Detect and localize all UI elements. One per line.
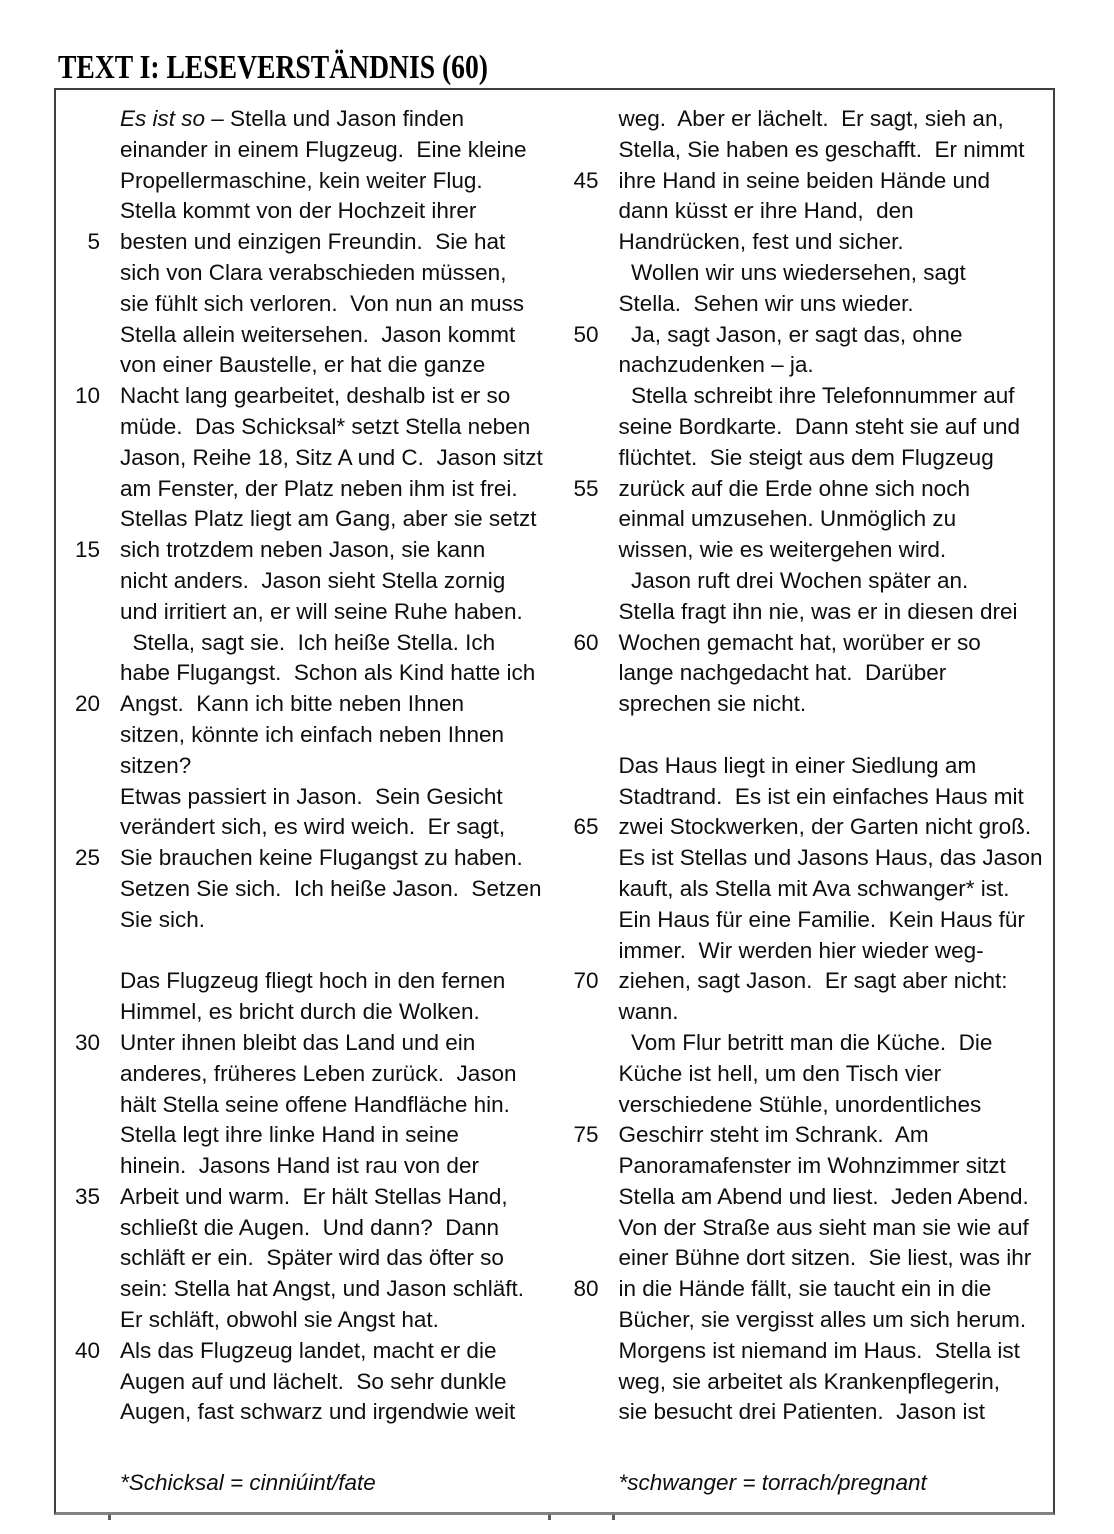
text-line (555, 782, 1054, 813)
line-text: Das Haus liegt in einer Siedlung am (618, 752, 977, 778)
line-number (56, 443, 100, 474)
text-line (555, 104, 1054, 135)
line-number (56, 135, 100, 166)
text-line (56, 1120, 555, 1151)
line-text: Arbeit und warm. Er hält Stellas Hand, (120, 1183, 508, 1209)
text-line (555, 658, 1054, 689)
text-line (56, 658, 555, 689)
text-line (555, 689, 1054, 720)
text-line (555, 1213, 1054, 1244)
line-text: Augen auf und lächelt. So sehr dunkle (120, 1368, 507, 1394)
line-text: Stadtrand. Es ist ein einfaches Haus mit (618, 783, 1024, 809)
line-text: von einer Baustelle, er hat die ganze (120, 352, 486, 378)
line-number: 70 (573, 968, 599, 994)
text-line (555, 412, 1054, 443)
line-number (56, 1305, 100, 1336)
text-line (56, 1090, 555, 1121)
line-text: Morgens ist niemand im Haus. Stella ist (618, 1337, 1020, 1363)
text-line (56, 1213, 555, 1244)
line-number (56, 997, 100, 1028)
text-line (56, 720, 555, 751)
line-number (56, 597, 100, 628)
line-text: Als das Flugzeug landet, macht er die (120, 1337, 497, 1363)
line-text: seine Bordkarte. Dann steht sie auf und (618, 413, 1020, 439)
line-number (555, 535, 599, 566)
text-line (555, 597, 1054, 628)
line-text: besten und einzigen Freundin. Sie hat (120, 229, 506, 255)
line-text: am Fenster, der Platz neben ihm ist frei. (120, 475, 518, 501)
text-line (555, 1305, 1054, 1336)
line-text: Stella. Sehen wir uns wieder. (618, 290, 914, 316)
text-line (555, 1120, 1054, 1151)
line-number (56, 782, 100, 813)
line-text: Himmel, es bricht durch die Wolken. (120, 999, 480, 1025)
line-text: sich trotzdem neben Jason, sie kann (120, 537, 486, 563)
text-line (555, 258, 1054, 289)
text-line (555, 381, 1054, 412)
line-number: 40 (74, 1337, 100, 1363)
line-text: sich von Clara verabschieden müssen, (120, 259, 507, 285)
line-text: Wochen gemacht hat, worüber er so (618, 629, 981, 655)
line-text: Nacht lang gearbeitet, deshalb ist er so (120, 383, 511, 409)
text-line (56, 1336, 555, 1367)
text-line (555, 320, 1054, 351)
text-line (555, 196, 1054, 227)
line-number (555, 1028, 599, 1059)
line-number (555, 597, 599, 628)
line-number (56, 874, 100, 905)
line-number: 35 (74, 1183, 100, 1209)
line-text: Von der Straße aus sieht man sie wie auf (618, 1214, 1029, 1240)
line-text: *Schicksal = cinniúint/fate (120, 1470, 376, 1496)
text-line (555, 1397, 1054, 1428)
line-text: kauft, als Stella mit Ava schwanger* ist. (618, 875, 1010, 901)
line-text: Stella, Sie haben es geschafft. Er nimmt (618, 136, 1025, 162)
line-number (555, 1468, 599, 1499)
text-line (555, 1336, 1054, 1367)
line-text: Stella am Abend und liest. Jeden Abend. (618, 1183, 1029, 1209)
text-line (56, 812, 555, 843)
text-line (56, 350, 555, 381)
line-text: zwei Stockwerken, der Garten nicht groß. (618, 814, 1032, 840)
line-number (56, 751, 100, 782)
text-line (56, 843, 555, 874)
line-text: zurück auf die Erde ohne sich noch (618, 475, 970, 501)
text-columns (56, 90, 1053, 1499)
line-number (56, 566, 100, 597)
line-text: flüchtet. Sie steigt aus dem Flugzeug (618, 444, 994, 470)
line-number (555, 658, 599, 689)
line-text: immer. Wir werden hier wieder weg- (618, 937, 984, 963)
line-number (56, 412, 100, 443)
text-line (56, 1305, 555, 1336)
line-text: Sie brauchen keine Flugangst zu haben. (120, 845, 523, 871)
text-line (56, 227, 555, 258)
text-line (56, 381, 555, 412)
line-text: ziehen, sagt Jason. Er sagt aber nicht: (618, 968, 1008, 994)
footnote-line (56, 1468, 555, 1499)
line-number (56, 1367, 100, 1398)
text-line (56, 135, 555, 166)
line-text: hinein. Jasons Hand ist rau von der (120, 1153, 479, 1179)
line-text: Stella allein weitersehen. Jason kommt (120, 321, 516, 347)
line-text: schläft er ein. Später wird das öfter so (120, 1245, 504, 1271)
line-text: sie besucht drei Patienten. Jason ist (618, 1399, 985, 1425)
line-number: 15 (74, 537, 100, 563)
text-line (56, 597, 555, 628)
line-number (555, 289, 599, 320)
text-line (555, 227, 1054, 258)
line-number: 20 (74, 691, 100, 717)
line-text: hält Stella seine offene Handfläche hin. (120, 1091, 510, 1117)
line-text: habe Flugangst. Schon als Kind hatte ich (120, 660, 536, 686)
line-text: Stella kommt von der Hochzeit ihrer (120, 198, 477, 224)
text-line (56, 474, 555, 505)
line-number (56, 1059, 100, 1090)
line-text: Vom Flur betritt man die Küche. Die (618, 1029, 993, 1055)
text-line (555, 1028, 1054, 1059)
line-number (555, 1182, 599, 1213)
text-line (56, 104, 555, 135)
line-text: Jason, Reihe 18, Sitz A und C. Jason sitzt (120, 444, 543, 470)
line-text: anderes, früheres Leben zurück. Jason (120, 1060, 517, 1086)
text-line (56, 412, 555, 443)
line-text: Er schläft, obwohl sie Angst hat. (120, 1307, 439, 1333)
line-number (555, 227, 599, 258)
line-number (555, 1397, 599, 1428)
line-number (555, 443, 599, 474)
line-number: 30 (74, 1029, 100, 1055)
text-line (555, 1367, 1054, 1398)
text-line (56, 320, 555, 351)
line-number (56, 1274, 100, 1305)
text-line (555, 566, 1054, 597)
line-text: Bücher, sie vergisst alles um sich herum. (618, 1307, 1027, 1333)
right-column (555, 104, 1054, 1499)
line-text: und irritiert an, er will seine Ruhe haben. (120, 598, 523, 624)
line-text: sprechen sie nicht. (618, 691, 807, 717)
line-number (56, 1151, 100, 1182)
text-line (555, 504, 1054, 535)
line-number: 10 (74, 383, 100, 409)
text-line (555, 874, 1054, 905)
text-line (555, 135, 1054, 166)
line-number (56, 258, 100, 289)
line-number (56, 1397, 100, 1428)
line-text: in die Hände fällt, sie taucht ein in die (618, 1276, 992, 1302)
line-text: Stella fragt ihn nie, was er in diesen drei (618, 598, 1018, 624)
text-line (56, 1243, 555, 1274)
line-text: Panoramafenster im Wohnzimmer sitzt (618, 1153, 1006, 1179)
line-number (555, 720, 599, 751)
text-line (555, 166, 1054, 197)
line-number: 50 (573, 321, 599, 347)
line-number (555, 782, 599, 813)
text-line (555, 905, 1054, 936)
line-text: Küche ist hell, um den Tisch vier (618, 1060, 942, 1086)
line-text: Etwas passiert in Jason. Sein Gesicht (120, 783, 503, 809)
line-number (555, 1243, 599, 1274)
line-number (56, 720, 100, 751)
text-line (555, 474, 1054, 505)
line-text: Das Flugzeug fliegt hoch in den fernen (120, 968, 506, 994)
text-line (56, 689, 555, 720)
line-number (555, 843, 599, 874)
text-line (56, 443, 555, 474)
text-line (555, 751, 1054, 782)
line-text: Stella schreibt ihre Telefonnummer auf (618, 383, 1015, 409)
line-text: Wollen wir uns wiedersehen, sagt (618, 259, 966, 285)
text-line (56, 1274, 555, 1305)
line-number (555, 1059, 599, 1090)
reading-text-box (54, 88, 1055, 1515)
line-text: schließt die Augen. Und dann? Dann (120, 1214, 500, 1240)
line-text: sitzen? (120, 752, 192, 778)
line-number: 75 (573, 1122, 599, 1148)
line-number: 65 (573, 814, 599, 840)
line-number (555, 1151, 599, 1182)
line-text: nicht anders. Jason sieht Stella zornig (120, 567, 506, 593)
text-line (56, 166, 555, 197)
line-number (555, 381, 599, 412)
line-number: 55 (573, 475, 599, 501)
line-text: sie fühlt sich verloren. Von nun an muss (120, 290, 524, 316)
line-text: Handrücken, fest und sicher. (618, 229, 904, 255)
line-number (56, 504, 100, 535)
text-line (555, 843, 1054, 874)
text-line (56, 196, 555, 227)
page-title: TEXT I: LESEVERSTÄNDNIS (60) (58, 48, 488, 86)
line-number (56, 936, 100, 967)
line-text: verändert sich, es wird weich. Er sagt, (120, 814, 506, 840)
line-text: Sie sich. (120, 906, 206, 932)
line-number (56, 196, 100, 227)
text-line (555, 966, 1054, 997)
line-text: dann küsst er ihre Hand, den (618, 198, 914, 224)
line-number (56, 1243, 100, 1274)
text-line (56, 1059, 555, 1090)
line-number (56, 628, 100, 659)
text-line (555, 812, 1054, 843)
text-line (555, 1151, 1054, 1182)
line-number: 5 (87, 229, 100, 255)
line-number (56, 104, 100, 135)
footnote-line (555, 1468, 1054, 1499)
line-text: *schwanger = torrach/pregnant (618, 1470, 927, 1496)
line-text: Augen, fast schwarz und irgendwie weit (120, 1399, 516, 1425)
line-number (56, 350, 100, 381)
line-number (555, 412, 599, 443)
line-text: Jason ruft drei Wochen später an. (618, 567, 969, 593)
line-number (555, 1305, 599, 1336)
line-number (56, 1090, 100, 1121)
line-number (555, 936, 599, 967)
text-line (555, 1243, 1054, 1274)
line-text: müde. Das Schicksal* setzt Stella neben (120, 413, 531, 439)
text-line (555, 997, 1054, 1028)
text-line (56, 535, 555, 566)
text-line (555, 350, 1054, 381)
line-number (555, 135, 599, 166)
line-number (555, 751, 599, 782)
text-line (56, 504, 555, 535)
text-line (555, 1090, 1054, 1121)
text-line (555, 1182, 1054, 1213)
line-number (555, 566, 599, 597)
line-number (56, 474, 100, 505)
text-line (56, 258, 555, 289)
text-line (555, 720, 1054, 751)
table-divider-tick (548, 1515, 551, 1520)
line-text: wissen, wie es weitergehen wird. (618, 537, 947, 563)
line-number (555, 104, 599, 135)
line-text: einander in einem Flugzeug. Eine kleine (120, 136, 527, 162)
line-number (56, 1120, 100, 1151)
line-number (56, 1468, 100, 1499)
line-text: Ein Haus für eine Familie. Kein Haus für (618, 906, 1025, 932)
line-number (56, 658, 100, 689)
text-line (56, 905, 555, 936)
line-number (555, 504, 599, 535)
line-text: Stella, sagt sie. Ich heiße Stella. Ich (120, 629, 496, 655)
line-text: Ja, sagt Jason, er sagt das, ohne (618, 321, 963, 347)
text-line (56, 751, 555, 782)
line-number (56, 966, 100, 997)
text-line (56, 874, 555, 905)
line-text: ihre Hand in seine beiden Hände und (618, 167, 991, 193)
table-divider-tick (612, 1515, 615, 1520)
text-line (56, 1182, 555, 1213)
line-text: Es ist so – Stella und Jason finden (120, 106, 464, 131)
line-number (555, 1336, 599, 1367)
text-line (56, 782, 555, 813)
table-divider-tick (108, 1515, 111, 1520)
text-line (56, 1367, 555, 1398)
text-line (555, 1059, 1054, 1090)
line-text: wann. (618, 999, 679, 1025)
line-text: Unter ihnen bleibt das Land und ein (120, 1029, 476, 1055)
text-line (56, 566, 555, 597)
line-text: sein: Stella hat Angst, und Jason schläft. (120, 1276, 525, 1302)
line-number (56, 289, 100, 320)
line-number (555, 874, 599, 905)
line-text: sitzen, könnte ich einfach neben Ihnen (120, 721, 505, 747)
text-line (56, 289, 555, 320)
line-text: Angst. Kann ich bitte neben Ihnen (120, 691, 465, 717)
line-number (56, 812, 100, 843)
line-number (555, 905, 599, 936)
text-line (56, 1028, 555, 1059)
text-line (555, 289, 1054, 320)
text-line (56, 997, 555, 1028)
line-number: 60 (573, 629, 599, 655)
line-text: Propellermaschine, kein weiter Flug. (120, 167, 483, 193)
line-number (56, 320, 100, 351)
line-number: 45 (573, 167, 599, 193)
text-line (555, 535, 1054, 566)
line-number (555, 1367, 599, 1398)
line-text: nachzudenken – ja. (618, 352, 814, 378)
line-number (56, 166, 100, 197)
text-line (56, 936, 555, 967)
line-number (555, 997, 599, 1028)
line-number: 25 (74, 845, 100, 871)
line-text: Geschirr steht im Schrank. Am (618, 1122, 929, 1148)
line-text: weg, sie arbeitet als Krankenpflegerin, (618, 1368, 1000, 1394)
line-number (555, 258, 599, 289)
text-line (56, 966, 555, 997)
left-column (56, 104, 555, 1499)
text-line (555, 936, 1054, 967)
line-number (56, 1213, 100, 1244)
text-line (555, 628, 1054, 659)
line-text: Es ist Stellas und Jasons Haus, das Jason (618, 845, 1043, 871)
line-text: Stellas Platz liegt am Gang, aber sie setzt (120, 506, 537, 532)
text-line (56, 1151, 555, 1182)
line-number (555, 689, 599, 720)
line-text: Stella legt ihre linke Hand in seine (120, 1122, 459, 1148)
line-text: einmal umzusehen. Unmöglich zu (618, 506, 957, 532)
line-text: verschiedene Stühle, unordentliches (618, 1091, 982, 1117)
line-number (56, 905, 100, 936)
line-number (555, 1213, 599, 1244)
line-text: weg. Aber er lächelt. Er sagt, sieh an, (618, 106, 1004, 131)
line-number (555, 1090, 599, 1121)
line-number (555, 350, 599, 381)
line-text: Setzen Sie sich. Ich heiße Jason. Setzen (120, 875, 542, 901)
line-number (555, 196, 599, 227)
text-line (555, 443, 1054, 474)
line-number: 80 (573, 1276, 599, 1302)
text-line (56, 628, 555, 659)
text-line (56, 1397, 555, 1428)
line-text: einer Bühne dort sitzen. Sie liest, was ihr (618, 1245, 1032, 1271)
text-line (555, 1274, 1054, 1305)
line-text: lange nachgedacht hat. Darüber (618, 660, 947, 686)
